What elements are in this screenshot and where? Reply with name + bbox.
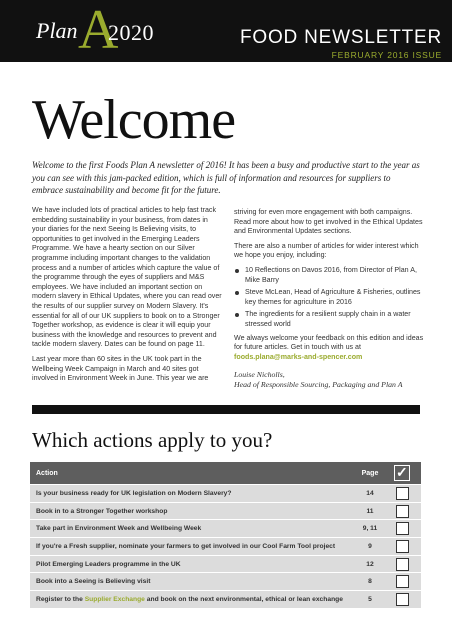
action-checkbox[interactable] [396, 593, 409, 606]
contact-email-link[interactable]: foods.plana@marks-and-spencer.com [234, 352, 363, 361]
list-item-text: Steve McLean, Head of Agriculture & Fisheries, outlines key themes for agriculture in 2016 [245, 288, 421, 306]
logo-a-letter: A [78, 0, 119, 61]
action-checkbox[interactable] [396, 558, 409, 571]
table-row [30, 590, 421, 608]
action-checkbox[interactable] [396, 575, 409, 588]
newsletter-issue: FEBRUARY 2016 ISSUE [331, 50, 442, 60]
body-paragraph: We have included lots of practical articles to help fast track embedding sustainability in your business, from dates in your diaries for the next Seeing Is Believing visits, to opportunities to get involved in the Emerging Leaders Programme. We have a hearty section on our Silver programme including important changes to the validation process and a number of articles which capture the value of the programme through the eyes of suppliers and M&S employees. We have included an important section on modern slavery in Ethical Updates, where you can read over the results of our supplier survey on Modern Slavery. It's essential for all of our UK suppliers to book on to a Stronger Together workshop, as evidence is clear it will equip your business with the knowledge and resources to prevent and tackle modern slavery. Dates can be found on page 11. [32, 206, 222, 349]
action-label-start: Register to the [36, 596, 85, 604]
table-header [30, 462, 421, 484]
table-row [30, 572, 421, 590]
signature [234, 370, 426, 390]
list-item-text: The ingredients for a resilient supply chain in a water stressed world [245, 310, 411, 328]
action-page: 8 [368, 578, 372, 586]
action-page: 12 [366, 560, 374, 568]
section-divider [32, 405, 420, 414]
action-checkbox[interactable] [396, 522, 409, 535]
newsletter-title: FOOD NEWSLETTER [239, 27, 442, 48]
body-paragraph: Last year more than 60 sites in the UK took part in the Wellbeing Week Campaign in March and 40 sites got involved in Environment Week in June. This year we are [32, 354, 209, 383]
logo-plan-text: Plan [36, 18, 78, 43]
list-item-text: 10 Reflections on Davos 2016, from Director of Plan A, Mike Barry [245, 265, 417, 284]
action-page: 14 [366, 490, 374, 497]
list-item [234, 310, 426, 329]
welcome-intro: Welcome to the first Foods Plan A newsletter of 2016! It has been a busy and productive start to the year as you can see with this jam-packed edition, which is full of information and resources for suppliers to embrace sustainability and become fit for the future. [32, 160, 420, 195]
column-header-page: Page [361, 470, 379, 477]
body-column-left [32, 206, 222, 389]
column-header-action: Action [36, 470, 58, 477]
action-checkbox[interactable] [396, 540, 409, 553]
feedback-paragraph [234, 334, 426, 363]
newsletter-header [0, 0, 452, 62]
action-label: If you're a Fresh supplier, nominate your farmers to get involved in our Cool Farm Tool project [36, 543, 336, 551]
table-row [30, 555, 421, 573]
action-label: Pilot Emerging Leaders programme in the UK [36, 560, 181, 568]
checkbox-header-icon [394, 465, 410, 481]
table-row [30, 537, 421, 555]
check-icon: ✓ [396, 464, 408, 480]
actions-table [30, 462, 421, 608]
table-row [30, 502, 421, 520]
feedback-text: We always welcome your feedback on this edition and ideas for future articles. Get in touch with us at [234, 333, 424, 352]
body-paragraph: There are also a number of articles for wider interest which we hope you enjoy, including: [234, 241, 419, 260]
table-row [30, 519, 421, 537]
bullet-icon [235, 269, 239, 273]
body-column-right [234, 208, 426, 390]
action-label: Take part in Environment Week and Wellbeing Week [36, 525, 202, 533]
action-checkbox[interactable] [396, 487, 409, 500]
signature-name: Louise Nicholls, [234, 370, 285, 380]
plan-a-2020-logo [36, 0, 176, 61]
action-page: 5 [368, 596, 372, 604]
table-row [30, 484, 421, 502]
action-page: 9, 11 [362, 525, 378, 533]
supplier-exchange-link[interactable]: Supplier Exchange [84, 596, 145, 604]
actions-heading: Which actions apply to you? [32, 428, 273, 452]
bullet-icon [235, 291, 239, 295]
action-label: Book into a Seeing is Believing visit [36, 578, 151, 586]
action-label: Is your business ready for UK legislation on Modern Slavery? [36, 490, 232, 497]
bullet-icon [235, 313, 239, 317]
list-item [234, 288, 426, 307]
welcome-heading: Welcome [32, 89, 236, 151]
action-label [36, 596, 343, 603]
signature-role: Head of Responsible Sourcing, Packaging and Plan A [234, 380, 403, 390]
action-label: Book in to a Stronger Together workshop [36, 507, 168, 515]
action-label-end: and book on the next environmental, ethical or lean exchange [144, 596, 343, 604]
action-page: 9 [368, 543, 372, 551]
body-paragraph: striving for even more engagement with both campaigns. Read more about how to get involved in the Ethical Updates and Environmental Updates sections. [234, 208, 423, 236]
action-page: 11 [366, 507, 374, 515]
list-item [234, 266, 426, 285]
logo-year-text: 2020 [108, 20, 154, 45]
article-list [234, 266, 426, 330]
action-checkbox[interactable] [396, 505, 409, 518]
